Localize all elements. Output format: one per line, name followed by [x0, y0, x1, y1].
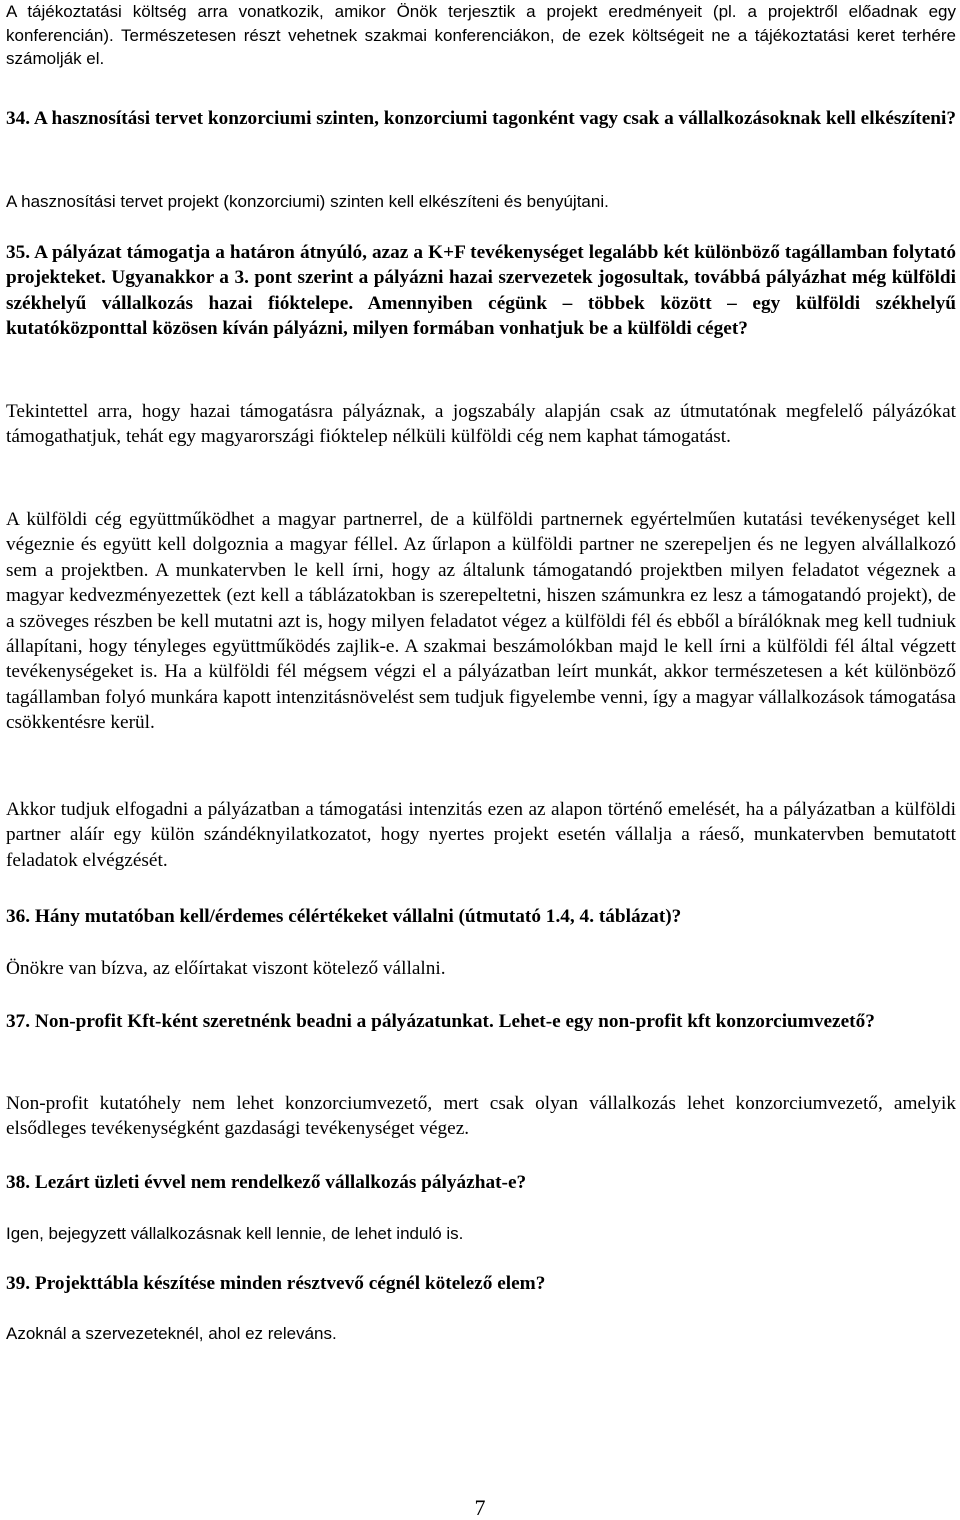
answer-39: Azoknál a szervezeteknél, ahol ez releváns. [6, 1324, 337, 1343]
question-38: 38. Lezárt üzleti évvel nem rendelkező vállalkozás pályázhat-e? [6, 1172, 527, 1193]
answer-37: Non-profit kutatóhely nem lehet konzorciumvezető, mert csak olyan vállalkozás lehet konzorciumvezető, amelyik elsődleges tevékenységként gazdasági tevékenységet végez. [6, 1093, 956, 1140]
question-34: 34. A hasznosítási tervet konzorciumi szinten, konzorciumi tagonként vagy csak a vállalkozásoknak kell elkészíteni? [6, 108, 956, 129]
question-39: 39. Projekttábla készítése minden résztvevő cégnél kötelező elem? [6, 1273, 546, 1294]
page-number: 7 [474, 1495, 486, 1520]
answer-38: Igen, bejegyzett vállalkozásnak kell lennie, de lehet induló is. [6, 1224, 464, 1243]
question-37: 37. Non-profit Kft-ként szeretnénk beadni a pályázatunkat. Lehet-e egy non-profit kft konzorciumvezető? [6, 1011, 875, 1032]
answer-35-paragraph-3: Akkor tudjuk elfogadni a pályázatban a támogatási intenzitás ezen az alapon történő emelését, ha a pályázatban a külföldi partner aláír egy külön szándéknyilatkozatot, hogy nyertes projekt esetén vállalja a ráeső, munkatervben bemutatott feladatok elvégzését. [6, 799, 956, 871]
question-36: 36. Hány mutatóban kell/érdemes célértékeket vállalni (útmutató 1.4, 4. táblázat)? [6, 906, 682, 927]
answer-35-paragraph-2: A külföldi cég együttműködhet a magyar partnerrel, de a külföldi partnernek egyértelműen kutatási tevékenységet kell végeznie és együtt kell dolgoznia a magyar féllel. Az űrlapon a külföldi partner ne szerepeljen és ne legyen alvállalkozó sem a projektben. A munkatervben le kell írni, hogy az általunk támogatandó projektben milyen feladatot végeznek a magyar kedvezményezettek (ezt kell a táblázatokban is szerepeltetni, hiszen számunkra ez lesz a támogatandó projekt), de a szöveges részben be kell mutatni azt is, hogy milyen feladatot végez a külföldi fél és ebből a bírálóknak meg kell tudniuk állapítani, hogy tényleges együttműködés zajlik-e. A szakmai beszámolókban majd le kell írni a külföldi fél által végzett tevékenységeket is. Ha a külföldi fél mégsem végzi el a pályázatban leírt munkát, akkor természetesen a két különböző tagállamban folyó munkára kapott intenzitásnövelést sem tudjuk figyelembe venni, így a magyar vállalkozások támogatása csökkentésre kerül. [6, 509, 956, 734]
intro-paragraph: A tájékoztatási költség arra vonatkozik, amikor Önök terjesztik a projekt eredményeit (pl. a projektről előadnak egy konferencián). Természetesen részt vehetnek szakmai konferenciákon, de ezek költségeit ne a tájékoztatási keret terhére számolják el. [6, 2, 956, 69]
question-35: 35. A pályázat támogatja a határon átnyúló, azaz a K+F tevékenységet legalább két különböző tagállamban folytató projekteket. Ugyanakkor a 3. pont szerint a pályázni hazai szervezetek jogosultak, továbbá pályázhat még külföldi székhelyű vállalkozás hazai fióktelepe. Amennyiben cégünk – többek között – egy külföldi székhelyű kutatóközponttal közösen kíván pályázni, milyen formában vonhatjuk be a külföldi céget? [6, 242, 956, 340]
answer-35-paragraph-1: Tekintettel arra, hogy hazai támogatásra pályáznak, a jogszabály alapján csak az útmutatónak megfelelő pályázókat támogathatjuk, tehát egy magyarországi fióktelep nélküli külföldi cég nem kaphat támogatást. [6, 401, 956, 448]
answer-34: A hasznosítási tervet projekt (konzorciumi) szinten kell elkészíteni és benyújtani. [6, 192, 609, 211]
answer-36: Önökre van bízva, az előírtakat viszont kötelező vállalni. [6, 958, 446, 979]
